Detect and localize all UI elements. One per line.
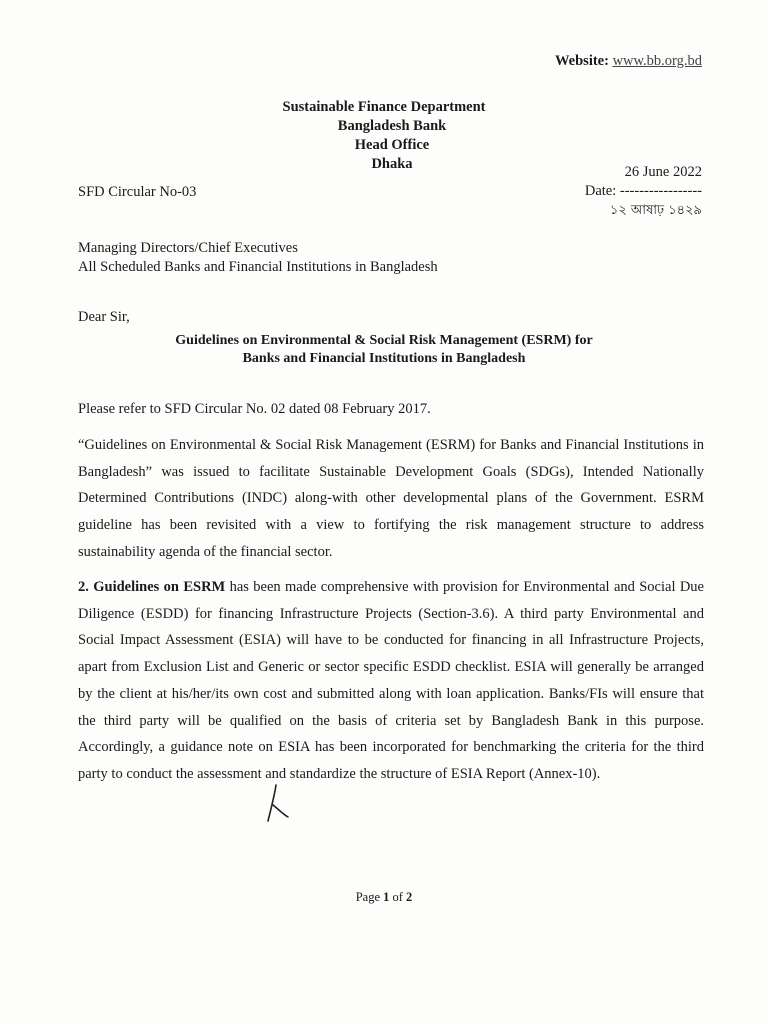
- subject-line-1: Guidelines on Environmental & Social Risk Management (ESRM) for: [175, 333, 593, 348]
- date-english: 26 June 2022: [624, 164, 702, 180]
- website-link[interactable]: www.bb.org.bd: [612, 53, 702, 69]
- date-bengali: ১২ আষাঢ় ১৪২৯: [609, 203, 702, 218]
- page-word: Page: [355, 890, 380, 904]
- reference-paragraph: Please refer to SFD Circular No. 02 dated 08 February 2017.: [78, 401, 431, 417]
- bank-name: Bangladesh Bank: [337, 118, 447, 134]
- total-page-number: 2: [406, 890, 413, 904]
- addressee-block: [78, 239, 438, 277]
- subject-heading: [0, 332, 768, 368]
- date-block: [585, 163, 702, 220]
- office-name: Head Office: [354, 137, 430, 153]
- circular-number: SFD Circular No-03: [78, 184, 197, 200]
- paragraph-2: [78, 574, 704, 788]
- paragraph-2-text: has been made comprehensive with provision for Environmental and Social Due Diligence (ESDD) for financing Infrastructure Projects (Section-3.6). A third party Environmental and Social Impact Assessment (ESIA) will have to be conducted for financing in all Infrastructure Projects, apart from Exclusion List and Generic or sector specific ESDD checklist. ESIA will generally be arranged by the client at his/her/its own cost and submitted along with loan application. Banks/FIs will ensure that the third party will be qualified on the basis of criteria set by Bangladesh Bank in this purpose. Accordingly, a guidance note on ESIA has been incorporated for benchmarking the criteria for the third party to conduct the assessment and standardize the structure of ESIA Report (Annex-10).: [78, 579, 704, 782]
- of-word: of: [392, 890, 403, 904]
- city-name: Dhaka: [371, 156, 413, 172]
- paragraph-1: “Guidelines on Environmental & Social Risk Management (ESRM) for Banks and Financial Institutions in Bangladesh” was issued to facilitate Sustainable Development Goals (SDGs), Intended Nationally Determined Contributions (INDC) along-with other developmental plans of the Government. ESRM guideline has been revisited with a view to fortifying the risk management structure to address sustainability agenda of the financial sector.: [78, 437, 704, 560]
- salutation: Dear Sir,: [78, 309, 130, 325]
- date-label: Date: -----------------: [584, 183, 702, 199]
- current-page-number: 1: [383, 890, 390, 904]
- subject-line-2: Banks and Financial Institutions in Bangladesh: [242, 351, 526, 366]
- page-footer: [0, 890, 768, 905]
- website-label: Website:: [554, 53, 609, 69]
- department-name: Sustainable Finance Department: [282, 99, 486, 115]
- addressee-line-2: All Scheduled Banks and Financial Institutions in Bangladesh: [78, 259, 438, 275]
- addressee-line-1: Managing Directors/Chief Executives: [78, 240, 298, 256]
- website-line: [555, 53, 702, 70]
- paragraph-2-lead: 2. Guidelines on ESRM: [78, 579, 226, 595]
- initial-signature: [264, 783, 294, 825]
